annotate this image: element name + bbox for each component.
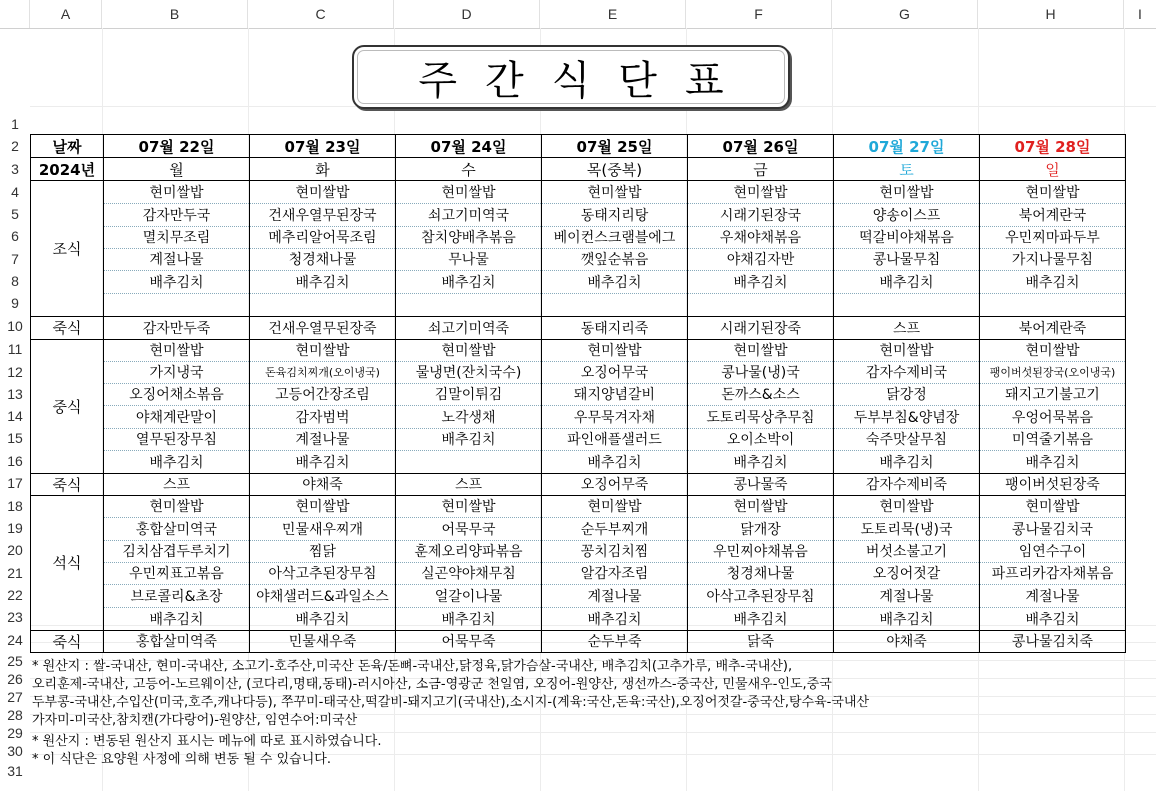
row-header[interactable]: 27 (7, 689, 23, 705)
menu-cell[interactable]: 임연수구이 (980, 540, 1126, 562)
menu-cell[interactable]: 현미쌀밥 (250, 339, 396, 361)
menu-cell[interactable]: 돈까스&소스 (688, 383, 834, 405)
menu-cell[interactable]: 돼지양념갈비 (542, 383, 688, 405)
menu-cell[interactable]: 도토리묵상추무침 (688, 405, 834, 428)
menu-cell[interactable]: 김말이튀김 (396, 383, 542, 405)
menu-cell[interactable]: 배추김치 (834, 607, 980, 630)
row-header[interactable]: 20 (7, 542, 23, 558)
menu-cell[interactable]: 배추김치 (980, 450, 1126, 473)
row-header[interactable]: 25 (7, 653, 23, 669)
menu-cell[interactable]: 현미쌀밥 (542, 339, 688, 361)
menu-cell[interactable]: 야채죽 (834, 630, 980, 652)
menu-cell[interactable]: 돈육김치찌개(오이냉국) (250, 361, 396, 383)
menu-cell[interactable]: 숙주맛살무침 (834, 428, 980, 450)
meal-label-porridge1[interactable]: 죽식 (31, 316, 104, 339)
menu-cell[interactable]: 현미쌀밥 (396, 181, 542, 203)
menu-cell[interactable]: 배추김치 (250, 607, 396, 630)
meal-label-dinner[interactable]: 석식 (31, 495, 104, 630)
menu-cell[interactable]: 야채죽 (250, 473, 396, 495)
menu-cell[interactable]: 팽이버섯된장국(오이냉국) (980, 361, 1126, 383)
cell-day[interactable]: 수 (396, 158, 542, 181)
menu-cell[interactable]: 배추김치 (104, 450, 250, 473)
menu-cell[interactable]: 배추김치 (104, 270, 250, 293)
column-header-bar (0, 0, 1156, 29)
menu-cell[interactable]: 우무묵겨자채 (542, 405, 688, 428)
row-header[interactable]: 15 (7, 430, 23, 446)
menu-cell[interactable]: 콩나물죽 (688, 473, 834, 495)
menu-cell[interactable]: 팽이버섯된장죽 (980, 473, 1126, 495)
cell-date-label[interactable]: 날짜 (31, 135, 104, 158)
column-header-i[interactable]: I (1138, 6, 1142, 22)
menu-cell[interactable]: 우민찌야채볶음 (688, 540, 834, 562)
menu-cell[interactable]: 현미쌀밥 (688, 339, 834, 361)
menu-cell[interactable]: 감자범벅 (250, 405, 396, 428)
row-header[interactable]: 11 (7, 341, 23, 357)
menu-cell[interactable]: 닭죽 (688, 630, 834, 652)
menu-cell[interactable]: 찜닭 (250, 540, 396, 562)
menu-cell[interactable]: 현미쌀밥 (834, 339, 980, 361)
menu-cell[interactable]: 현미쌀밥 (834, 181, 980, 203)
menu-cell[interactable]: 배추김치 (542, 607, 688, 630)
menu-cell[interactable]: 동태지리죽 (542, 316, 688, 339)
row-header[interactable]: 13 (7, 386, 23, 402)
cell-date[interactable]: 07월 22일 (104, 135, 250, 158)
menu-cell[interactable]: 아삭고추된장무침 (688, 584, 834, 607)
menu-cell[interactable]: 계절나물 (834, 584, 980, 607)
menu-cell[interactable]: 닭개장 (688, 517, 834, 540)
menu-cell[interactable] (834, 293, 980, 316)
menu-cell[interactable]: 우엉어묵볶음 (980, 405, 1126, 428)
menu-cell[interactable]: 감자수제비죽 (834, 473, 980, 495)
menu-cell[interactable]: 두부부침&양념장 (834, 405, 980, 428)
menu-cell[interactable]: 김치삼겹두루치기 (104, 540, 250, 562)
menu-cell[interactable]: 콩나물김치국 (980, 517, 1126, 540)
menu-cell[interactable]: 파프리카감자채볶음 (980, 562, 1126, 584)
menu-cell[interactable]: 계절나물 (250, 428, 396, 450)
column-header-e[interactable]: E (540, 0, 686, 28)
menu-cell[interactable]: 깻잎순볶음 (542, 248, 688, 270)
menu-cell[interactable]: 오징어젓갈 (834, 562, 980, 584)
meal-label-breakfast[interactable]: 조식 (31, 181, 104, 316)
menu-cell[interactable]: 무나물 (396, 248, 542, 270)
menu-cell[interactable]: 멸치무조림 (104, 226, 250, 248)
row-header[interactable]: 22 (7, 587, 23, 603)
menu-cell[interactable]: 어묵무죽 (396, 630, 542, 652)
menu-cell[interactable]: 홍합살미역국 (104, 517, 250, 540)
cell-date-saturday[interactable]: 07월 27일 (834, 135, 980, 158)
column-header-h[interactable]: H (978, 0, 1124, 28)
menu-cell[interactable]: 현미쌀밥 (104, 339, 250, 361)
menu-cell[interactable] (396, 293, 542, 316)
menu-cell[interactable]: 배추김치 (980, 607, 1126, 630)
menu-cell[interactable]: 물냉면(잔치국수) (396, 361, 542, 383)
row-header[interactable]: 19 (7, 520, 23, 536)
menu-cell[interactable]: 오징어무국 (542, 361, 688, 383)
cell-day[interactable]: 화 (250, 158, 396, 181)
menu-cell[interactable]: 현미쌀밥 (834, 495, 980, 517)
menu-cell[interactable]: 시래기된장국 (688, 203, 834, 226)
row-header[interactable]: 18 (7, 498, 23, 514)
row-header[interactable]: 30 (7, 743, 23, 759)
menu-cell[interactable]: 순두부죽 (542, 630, 688, 652)
row-header[interactable]: 24 (7, 632, 23, 648)
menu-cell[interactable]: 스프 (834, 316, 980, 339)
menu-cell[interactable]: 배추김치 (980, 270, 1126, 293)
menu-cell[interactable]: 건새우열무된장국 (250, 203, 396, 226)
menu-cell[interactable]: 가지나물무침 (980, 248, 1126, 270)
menu-header-table (30, 134, 1126, 181)
menu-cell[interactable]: 양송이스프 (834, 203, 980, 226)
row-header[interactable]: 8 (11, 273, 19, 289)
row-header[interactable]: 2 (11, 138, 19, 154)
menu-cell[interactable]: 스프 (104, 473, 250, 495)
menu-cell[interactable]: 열무된장무침 (104, 428, 250, 450)
title-shape[interactable] (352, 45, 790, 109)
row-header[interactable]: 21 (7, 565, 23, 581)
menu-cell[interactable]: 배추김치 (834, 270, 980, 293)
menu-cell[interactable]: 야채계란말이 (104, 405, 250, 428)
row-header[interactable]: 5 (11, 206, 19, 222)
menu-cell[interactable]: 현미쌀밥 (250, 495, 396, 517)
menu-cell[interactable]: 배추김치 (688, 270, 834, 293)
row-header[interactable]: 23 (7, 609, 23, 625)
menu-cell[interactable]: 노각생채 (396, 405, 542, 428)
menu-cell[interactable]: 우채야채볶음 (688, 226, 834, 248)
menu-cell[interactable]: 배추김치 (542, 450, 688, 473)
menu-cell[interactable]: 콩나물무침 (834, 248, 980, 270)
menu-cell[interactable]: 현미쌀밥 (396, 495, 542, 517)
menu-cell[interactable]: 현미쌀밥 (542, 495, 688, 517)
menu-cell[interactable]: 참치양배추볶음 (396, 226, 542, 248)
menu-cell[interactable]: 감자만두죽 (104, 316, 250, 339)
menu-cell[interactable]: 아삭고추된장무침 (250, 562, 396, 584)
note-line[interactable]: 가자미-미국산,참치캔(가다랑어)-원양산, 임연수어:미국산 (32, 713, 358, 728)
menu-cell[interactable]: 야채김자반 (688, 248, 834, 270)
cell-day[interactable]: 월 (104, 158, 250, 181)
cell-day-sunday[interactable]: 일 (980, 158, 1126, 181)
menu-cell[interactable]: 현미쌀밥 (104, 181, 250, 203)
menu-cell[interactable]: 배추김치 (688, 450, 834, 473)
menu-cell[interactable]: 버섯소불고기 (834, 540, 980, 562)
row-header[interactable]: 16 (7, 453, 23, 469)
menu-cell[interactable]: 현미쌀밥 (396, 339, 542, 361)
row-header[interactable]: 9 (11, 295, 19, 311)
meal-label-lunch[interactable]: 중식 (31, 339, 104, 473)
menu-cell[interactable]: 가지냉국 (104, 361, 250, 383)
menu-cell[interactable] (542, 293, 688, 316)
menu-cell[interactable]: 배추김치 (396, 270, 542, 293)
menu-cell[interactable]: 계절나물 (980, 584, 1126, 607)
menu-cell[interactable]: 파인애플샐러드 (542, 428, 688, 450)
menu-cell[interactable] (980, 293, 1126, 316)
note-line[interactable]: * 이 식단은 요양원 사정에 의해 변동 될 수 있습니다. (32, 752, 331, 767)
menu-cell[interactable] (104, 293, 250, 316)
menu-cell[interactable]: 홍합살미역죽 (104, 630, 250, 652)
menu-cell[interactable]: 메추리알어묵조림 (250, 226, 396, 248)
menu-cell[interactable]: 현미쌀밥 (980, 181, 1126, 203)
row-header[interactable]: 7 (11, 251, 19, 267)
row-header[interactable]: 6 (11, 228, 19, 244)
menu-cell[interactable]: 어묵무국 (396, 517, 542, 540)
menu-cell[interactable]: 현미쌀밥 (250, 181, 396, 203)
menu-cell[interactable]: 고등어간장조림 (250, 383, 396, 405)
menu-cell[interactable]: 배추김치 (542, 270, 688, 293)
menu-cell[interactable]: 쇠고기미역죽 (396, 316, 542, 339)
page-title: 주간식단표 (418, 57, 752, 104)
menu-cell[interactable]: 현미쌀밥 (980, 495, 1126, 517)
menu-cell[interactable]: 감자만두국 (104, 203, 250, 226)
cell-day[interactable]: 목(중복) (542, 158, 688, 181)
menu-cell[interactable]: 현미쌀밥 (980, 339, 1126, 361)
column-header-c[interactable]: C (248, 0, 394, 28)
menu-cell[interactable]: 오징어채소볶음 (104, 383, 250, 405)
menu-cell[interactable]: 훈제오리양파볶음 (396, 540, 542, 562)
note-line[interactable]: 두부콩-국내산,수입산(미국,호주,캐나다등), 쭈꾸미-태국산,떡갈비-돼지고기(국내산),소시지-(계육:국산,돈육:국산),오징어젓갈-중국산,탕수육-국내산 (32, 695, 870, 710)
menu-cell[interactable]: 배추김치 (396, 428, 542, 450)
menu-cell[interactable]: 얼갈이나물 (396, 584, 542, 607)
menu-cell[interactable]: 오이소박이 (688, 428, 834, 450)
cell-date[interactable]: 07월 24일 (396, 135, 542, 158)
menu-cell[interactable]: 계절나물 (104, 248, 250, 270)
cell-day[interactable]: 금 (688, 158, 834, 181)
select-all-corner[interactable] (0, 0, 30, 28)
cell-day-saturday[interactable]: 토 (834, 158, 980, 181)
cell-date-sunday[interactable]: 07월 28일 (980, 135, 1126, 158)
row-header[interactable]: 29 (7, 725, 23, 741)
column-header-b[interactable]: B (102, 0, 248, 28)
menu-cell[interactable]: 배추김치 (834, 450, 980, 473)
menu-cell[interactable]: 베이컨스크램블에그 (542, 226, 688, 248)
column-header-a[interactable]: A (30, 0, 102, 28)
menu-cell[interactable]: 떡갈비야채볶음 (834, 226, 980, 248)
menu-cell[interactable]: 콩나물(냉)국 (688, 361, 834, 383)
meal-table (30, 181, 1126, 653)
row-header[interactable]: 1 (11, 116, 19, 132)
row-header[interactable]: 26 (7, 671, 23, 687)
menu-cell[interactable]: 청경채나물 (250, 248, 396, 270)
menu-cell[interactable]: 돼지고기불고기 (980, 383, 1126, 405)
menu-cell[interactable]: 현미쌀밥 (688, 495, 834, 517)
menu-cell[interactable]: 건새우열무된장죽 (250, 316, 396, 339)
row-header[interactable]: 12 (7, 364, 23, 380)
menu-cell[interactable]: 현미쌀밥 (542, 181, 688, 203)
row-header[interactable]: 28 (7, 707, 23, 723)
menu-cell[interactable]: 야채샐러드&과일소스 (250, 584, 396, 607)
menu-cell[interactable] (688, 293, 834, 316)
menu-cell[interactable]: 현미쌀밥 (688, 181, 834, 203)
menu-cell[interactable]: 민물새우찌개 (250, 517, 396, 540)
menu-cell[interactable] (250, 293, 396, 316)
menu-cell[interactable]: 미역줄기볶음 (980, 428, 1126, 450)
note-line[interactable]: * 원산지 : 쌀-국내산, 현미-국내산, 소고기-호주산,미국산 돈육/돈뼈-국내산,닭정육,닭가슴살-국내산, 배추김치(고추가루, 배추-국내산), (32, 659, 793, 674)
menu-cell[interactable]: 브로콜리&초장 (104, 584, 250, 607)
menu-cell[interactable]: 순두부찌개 (542, 517, 688, 540)
menu-cell[interactable]: 닭강정 (834, 383, 980, 405)
menu-cell[interactable]: 북어계란죽 (980, 316, 1126, 339)
menu-cell[interactable]: 스프 (396, 473, 542, 495)
menu-cell[interactable]: 배추김치 (396, 607, 542, 630)
meal-label-porridge2[interactable]: 죽식 (31, 473, 104, 495)
menu-cell[interactable]: 현미쌀밥 (104, 495, 250, 517)
row-header[interactable]: 14 (7, 408, 23, 424)
column-header-g[interactable]: G (832, 0, 978, 28)
menu-cell[interactable]: 도토리묵(냉)국 (834, 517, 980, 540)
menu-cell[interactable] (396, 450, 542, 473)
menu-cell[interactable]: 꽁치김치찜 (542, 540, 688, 562)
menu-cell[interactable]: 배추김치 (688, 607, 834, 630)
menu-cell[interactable]: 우민찌마파두부 (980, 226, 1126, 248)
cell-date[interactable]: 07월 25일 (542, 135, 688, 158)
menu-cell[interactable]: 배추김치 (104, 607, 250, 630)
menu-cell[interactable]: 배추김치 (250, 270, 396, 293)
menu-cell[interactable]: 알감자조림 (542, 562, 688, 584)
note-line[interactable]: 오리훈제-국내산, 고등어-노르웨이산, (코다리,명태,동태)-러시아산, 소금-영광군 천일염, 오징어-원양산, 생선까스-중국산, 민물새우-인도,중국 (32, 677, 832, 692)
menu-cell[interactable]: 실곤약야채무침 (396, 562, 542, 584)
menu-cell[interactable]: 시래기된장죽 (688, 316, 834, 339)
menu-cell[interactable]: 배추김치 (250, 450, 396, 473)
menu-cell[interactable]: 동태지리탕 (542, 203, 688, 226)
menu-cell[interactable]: 청경채나물 (688, 562, 834, 584)
menu-cell[interactable]: 오징어무죽 (542, 473, 688, 495)
row-header[interactable]: 3 (11, 161, 19, 177)
menu-cell[interactable]: 우민찌표고볶음 (104, 562, 250, 584)
note-line[interactable]: * 원산지 : 변동된 원산지 표시는 메뉴에 따로 표시하였습니다. (32, 734, 382, 749)
menu-cell[interactable]: 민물새우죽 (250, 630, 396, 652)
row-header[interactable]: 31 (7, 763, 23, 779)
row-header[interactable]: 17 (7, 475, 23, 491)
menu-cell[interactable]: 감자수제비국 (834, 361, 980, 383)
menu-cell[interactable]: 쇠고기미역국 (396, 203, 542, 226)
column-header-d[interactable]: D (394, 0, 540, 28)
meal-label-porridge3[interactable]: 죽식 (31, 630, 104, 652)
column-header-f[interactable]: F (686, 0, 832, 28)
menu-cell[interactable]: 북어계란국 (980, 203, 1126, 226)
cell-date[interactable]: 07월 23일 (250, 135, 396, 158)
row-header[interactable]: 4 (11, 184, 19, 200)
row-header[interactable]: 10 (7, 318, 23, 334)
menu-cell[interactable]: 콩나물김치죽 (980, 630, 1126, 652)
cell-year-label[interactable]: 2024년 (31, 158, 104, 181)
menu-cell[interactable]: 계절나물 (542, 584, 688, 607)
cell-date[interactable]: 07월 26일 (688, 135, 834, 158)
